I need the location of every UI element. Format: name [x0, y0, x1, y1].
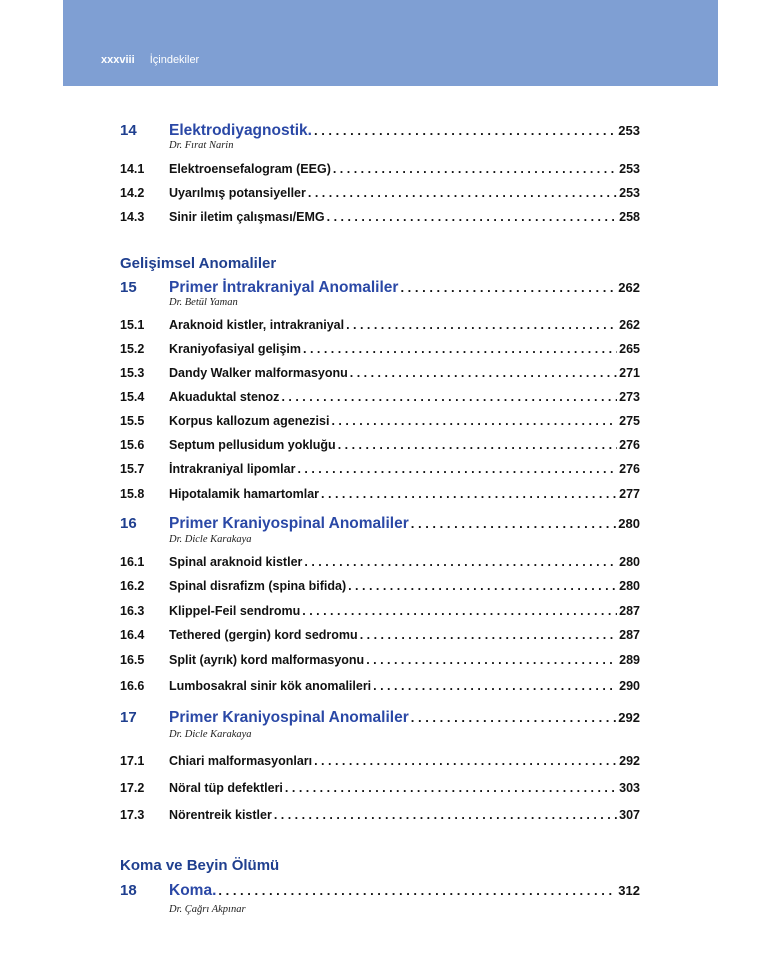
dot-leader	[303, 342, 617, 356]
entry-page: 253	[619, 162, 640, 176]
toc-entry[interactable]	[120, 487, 640, 501]
toc-entry[interactable]	[120, 604, 640, 618]
toc-entry[interactable]	[120, 438, 640, 452]
entry-number: 15.6	[120, 438, 145, 452]
entry-number: 16.1	[120, 555, 145, 569]
toc-entry[interactable]	[120, 653, 640, 667]
entry-number: 17.3	[120, 808, 145, 822]
entry-number: 16.5	[120, 653, 145, 667]
entry-page: 271	[619, 366, 640, 380]
entry-title: Hipotalamik hamartomlar	[169, 487, 320, 501]
toc-chapter-18[interactable]	[120, 882, 640, 900]
dot-leader	[373, 679, 617, 693]
section-heading: Koma ve Beyin Ölümü	[120, 857, 280, 874]
header-page-number: xxxviii	[101, 54, 135, 66]
entry-title: Split (ayrık) kord malformasyonu	[169, 653, 365, 667]
entry-number: 17.1	[120, 754, 145, 768]
entry-title: Tethered (gergin) kord sedromu	[169, 628, 358, 642]
dot-leader	[321, 487, 617, 501]
dot-leader	[331, 414, 617, 428]
chapter-page: 253	[618, 123, 640, 138]
entry-title: Nöral tüp defektleri	[169, 781, 283, 795]
chapter-page: 292	[618, 710, 640, 725]
entry-page: 290	[619, 679, 640, 693]
entry-title: Kraniyofasiyal gelişim	[169, 342, 302, 356]
toc-entry[interactable]	[120, 318, 640, 332]
chapter-page: 262	[618, 280, 640, 295]
toc-entry[interactable]	[120, 462, 640, 476]
entry-page: 307	[619, 808, 640, 822]
entry-number: 16.4	[120, 628, 145, 642]
entry-title: Lumbosakral sinir kök anomalileri	[169, 679, 372, 693]
entry-page: 253	[619, 186, 640, 200]
entry-page: 276	[619, 438, 640, 452]
dot-leader	[218, 883, 616, 898]
entry-page: 287	[619, 604, 640, 618]
dot-leader	[281, 390, 617, 404]
dot-leader	[333, 162, 617, 176]
toc-chapter-15[interactable]	[120, 279, 640, 297]
entry-page: 277	[619, 487, 640, 501]
dot-leader	[304, 555, 617, 569]
toc-entry[interactable]	[120, 162, 640, 176]
entry-title: Spinal araknoid kistler	[169, 555, 303, 569]
chapter-author: Dr. Çağrı Akpınar	[169, 904, 246, 915]
chapter-number: 14	[120, 122, 137, 139]
toc-entry[interactable]	[120, 679, 640, 693]
entry-number: 16.3	[120, 604, 145, 618]
entry-page: 265	[619, 342, 640, 356]
entry-number: 15.2	[120, 342, 145, 356]
entry-page: 303	[619, 781, 640, 795]
entry-page: 292	[619, 754, 640, 768]
chapter-title: Primer İntrakraniyal Anomaliler	[169, 279, 399, 296]
entry-title: Spinal disrafizm (spina bifida)	[169, 579, 347, 593]
entry-page: 280	[619, 555, 640, 569]
entry-page: 287	[619, 628, 640, 642]
entry-number: 15.5	[120, 414, 145, 428]
chapter-page: 312	[618, 883, 640, 898]
toc-entry[interactable]	[120, 366, 640, 380]
dot-leader	[411, 710, 617, 725]
chapter-page: 280	[618, 516, 640, 531]
entry-page: 258	[619, 210, 640, 224]
dot-leader	[400, 280, 616, 295]
dot-leader	[308, 186, 617, 200]
entry-number: 15.8	[120, 487, 145, 501]
dot-leader	[348, 579, 617, 593]
dot-leader	[327, 210, 618, 224]
entry-page: 275	[619, 414, 640, 428]
entry-page: 273	[619, 390, 640, 404]
entry-page: 280	[619, 579, 640, 593]
toc-entry[interactable]	[120, 579, 640, 593]
entry-number: 14.3	[120, 210, 145, 224]
entry-page: 289	[619, 653, 640, 667]
section-heading: Gelişimsel Anomaliler	[120, 255, 277, 272]
entry-title: İntrakraniyal lipomlar	[169, 462, 296, 476]
entry-number: 14.1	[120, 162, 145, 176]
toc-entry[interactable]	[120, 754, 640, 768]
entry-title: Sinir iletim çalışması/EMG	[169, 210, 325, 224]
entry-number: 17.2	[120, 781, 145, 795]
toc-entry[interactable]	[120, 342, 640, 356]
chapter-title: Elektrodiyagnostik.	[169, 122, 312, 139]
entry-title: Elektroensefalogram (EEG)	[169, 162, 331, 176]
entry-number: 15.7	[120, 462, 145, 476]
entry-title: Korpus kallozum agenezisi	[169, 414, 330, 428]
dot-leader	[360, 628, 617, 642]
entry-page: 262	[619, 318, 640, 332]
toc-entry[interactable]	[120, 808, 640, 822]
dot-leader	[411, 516, 617, 531]
header-title: İçindekiler	[149, 54, 200, 66]
toc-entry[interactable]	[120, 390, 640, 404]
dot-leader	[297, 462, 617, 476]
chapter-author: Dr. Dicle Karakaya	[169, 729, 252, 740]
chapter-author: Dr. Betül Yaman	[169, 297, 238, 308]
dot-leader	[350, 366, 617, 380]
toc-entry[interactable]	[120, 781, 640, 795]
dot-leader	[366, 653, 617, 667]
entry-title: Klippel-Feil sendromu	[169, 604, 301, 618]
toc-entry[interactable]	[120, 210, 640, 224]
dot-leader	[338, 438, 617, 452]
toc-entry[interactable]	[120, 555, 640, 569]
entry-number: 16.2	[120, 579, 145, 593]
chapter-title: Koma.	[169, 882, 217, 899]
toc-entry[interactable]	[120, 186, 640, 200]
entry-title: Nörentreik kistler	[169, 808, 272, 822]
dot-leader	[314, 754, 617, 768]
chapter-number: 17	[120, 709, 137, 726]
entry-title: Akuaduktal stenoz	[169, 390, 280, 404]
chapter-number: 15	[120, 279, 137, 296]
chapter-title: Primer Kraniyospinal Anomaliler	[169, 515, 409, 532]
dot-leader	[285, 781, 617, 795]
entry-title: Septum pellusidum yokluğu	[169, 438, 336, 452]
entry-number: 15.3	[120, 366, 145, 380]
entry-title: Dandy Walker malformasyonu	[169, 366, 348, 380]
dot-leader	[346, 318, 617, 332]
toc-chapter-16[interactable]	[120, 515, 640, 533]
toc-entry[interactable]	[120, 414, 640, 428]
entry-number: 15.1	[120, 318, 145, 332]
chapter-author: Dr. Fırat Narin	[169, 140, 234, 151]
dot-leader	[274, 808, 617, 822]
chapter-author: Dr. Dicle Karakaya	[169, 534, 252, 545]
toc-chapter-14[interactable]	[120, 122, 640, 140]
entry-number: 16.6	[120, 679, 145, 693]
dot-leader	[314, 123, 616, 138]
dot-leader	[302, 604, 617, 618]
entry-number: 15.4	[120, 390, 145, 404]
entry-page: 276	[619, 462, 640, 476]
entry-number: 14.2	[120, 186, 145, 200]
chapter-number: 18	[120, 882, 137, 899]
toc-entry[interactable]	[120, 628, 640, 642]
entry-title: Uyarılmış potansiyeller	[169, 186, 306, 200]
entry-title: Chiari malformasyonları	[169, 754, 313, 768]
chapter-title: Primer Kraniyospinal Anomaliler	[169, 709, 409, 726]
chapter-number: 16	[120, 515, 137, 532]
toc-chapter-17[interactable]	[120, 709, 640, 727]
entry-title: Araknoid kistler, intrakraniyal	[169, 318, 345, 332]
